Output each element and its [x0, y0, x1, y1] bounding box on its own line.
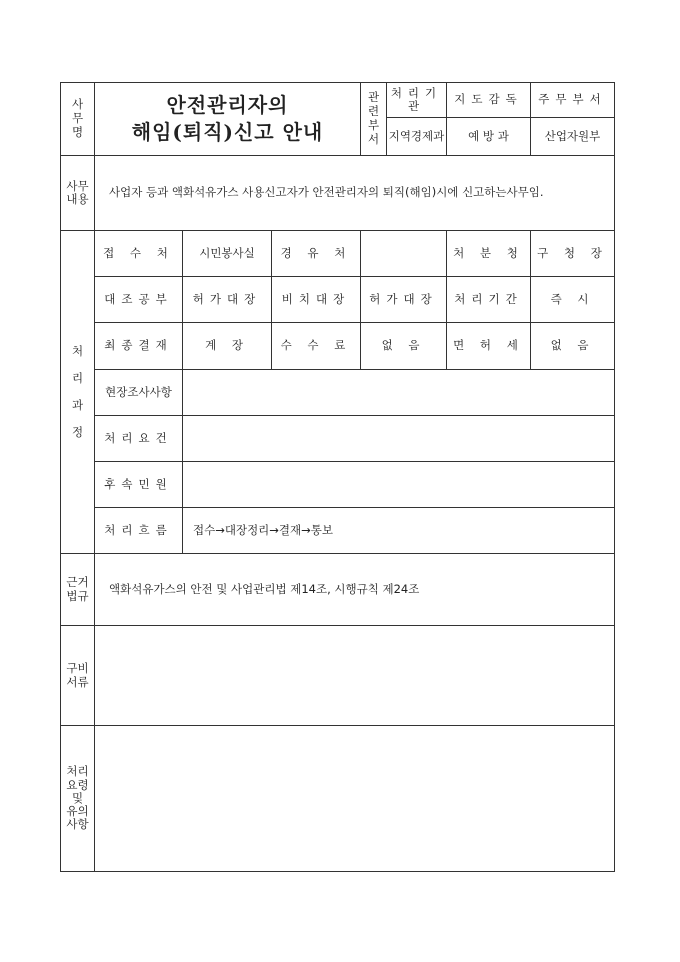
work-name-label: 사 무 명 — [61, 83, 95, 156]
processing-period-label: 처리기간 — [447, 277, 531, 323]
legal-basis-text: 액화석유가스의 안전 및 사업관리법 제14조, 시행규칙 제24조 — [95, 554, 615, 626]
via-office-label: 경 유 처 — [272, 231, 361, 277]
via-office-value — [361, 231, 447, 277]
license-tax-value: 없 음 — [531, 323, 615, 370]
disposing-authority-value: 구 청 장 — [531, 231, 615, 277]
page-title: 안전관리자의 해임(퇴직)신고 안내 — [95, 83, 361, 156]
reference-register-value: 허가대장 — [183, 277, 272, 323]
supervision-label: 지도감독 — [447, 83, 531, 118]
receipt-office-value: 시민봉사실 — [183, 231, 272, 277]
notes-label: 처리 요령 및 유의 사항 — [61, 726, 95, 872]
legal-basis-label: 근거 법규 — [61, 554, 95, 626]
flow-value: 접수→대장정리→결재→통보 — [183, 508, 615, 554]
fee-label: 수 수 료 — [272, 323, 361, 370]
processing-period-value: 즉 시 — [531, 277, 615, 323]
processing-agency-label: 처리기관 — [387, 83, 447, 118]
kept-register-label: 비치대장 — [272, 277, 361, 323]
main-dept-label: 주무부서 — [531, 83, 615, 118]
final-approval-label: 최종결재 — [95, 323, 183, 370]
requirements-value — [183, 416, 615, 462]
follow-up-label: 후속민원 — [95, 462, 183, 508]
requirements-label: 처리요건 — [95, 416, 183, 462]
reference-register-label: 대조공부 — [95, 277, 183, 323]
kept-register-value: 허가대장 — [361, 277, 447, 323]
disposing-authority-label: 처 분 청 — [447, 231, 531, 277]
work-content-label: 사무 내용 — [61, 156, 95, 231]
documents-label: 구비 서류 — [61, 626, 95, 726]
receipt-office-label: 접 수 처 — [95, 231, 183, 277]
work-content-text: 사업자 등과 액화석유가스 사용신고자가 안전관리자의 퇴직(해임)시에 신고하는사무임. — [95, 156, 615, 231]
process-label: 처 리 과 정 — [61, 231, 95, 554]
site-survey-value — [183, 370, 615, 416]
processing-agency-value: 지역경제과 — [387, 118, 447, 156]
main-dept-value: 산업자원부 — [531, 118, 615, 156]
flow-label: 처리흐름 — [95, 508, 183, 554]
related-dept-label: 관 련 부 서 — [361, 83, 387, 156]
final-approval-value: 계 장 — [183, 323, 272, 370]
follow-up-value — [183, 462, 615, 508]
site-survey-label: 현장조사사항 — [95, 370, 183, 416]
supervision-value: 예 방 과 — [447, 118, 531, 156]
notes-text — [95, 726, 615, 872]
fee-value: 없 음 — [361, 323, 447, 370]
documents-text — [95, 626, 615, 726]
license-tax-label: 면 허 세 — [447, 323, 531, 370]
guide-form — [60, 82, 615, 872]
